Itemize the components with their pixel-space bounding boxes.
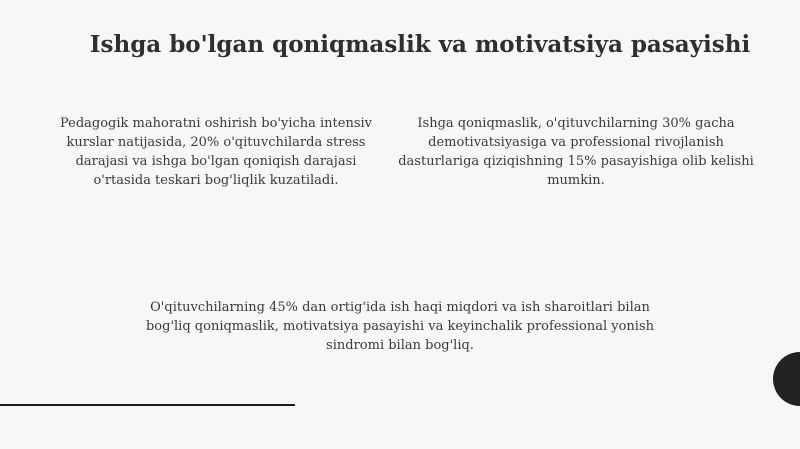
paragraph-bottom: O'qituvchilarning 45% dan ortig'ida ish haqi miqdori va ish sharoitlari bilan bog'liq qoniqmaslik, motivatsiya pasayishi va keyinchalik professional yonish sindromi bilan bog'liq. bbox=[145, 300, 654, 353]
paragraph-left: Pedagogik mahoratni oshirish bo'yicha intensiv kurslar natijasida, 20% o'qituvchilarda stress darajasi va ishga bo'lgan qoniqish darajasi o'rtasida teskari bog'liqlik kuzatiladi. bbox=[59, 116, 373, 188]
decorative-circle bbox=[773, 352, 800, 406]
paragraph-right: Ishga qoniqmaslik, o'qituvchilarning 30% gacha demotivatsiyasiga va professional rivojlanish dasturlariga qiziqishning 15% pasayishiga olib kelishi mumkin. bbox=[398, 116, 754, 188]
decorative-divider-line bbox=[0, 404, 295, 406]
slide-title: Ishga bo'lgan qoniqmaslik va motivatsiya pasayishi bbox=[89, 31, 751, 58]
